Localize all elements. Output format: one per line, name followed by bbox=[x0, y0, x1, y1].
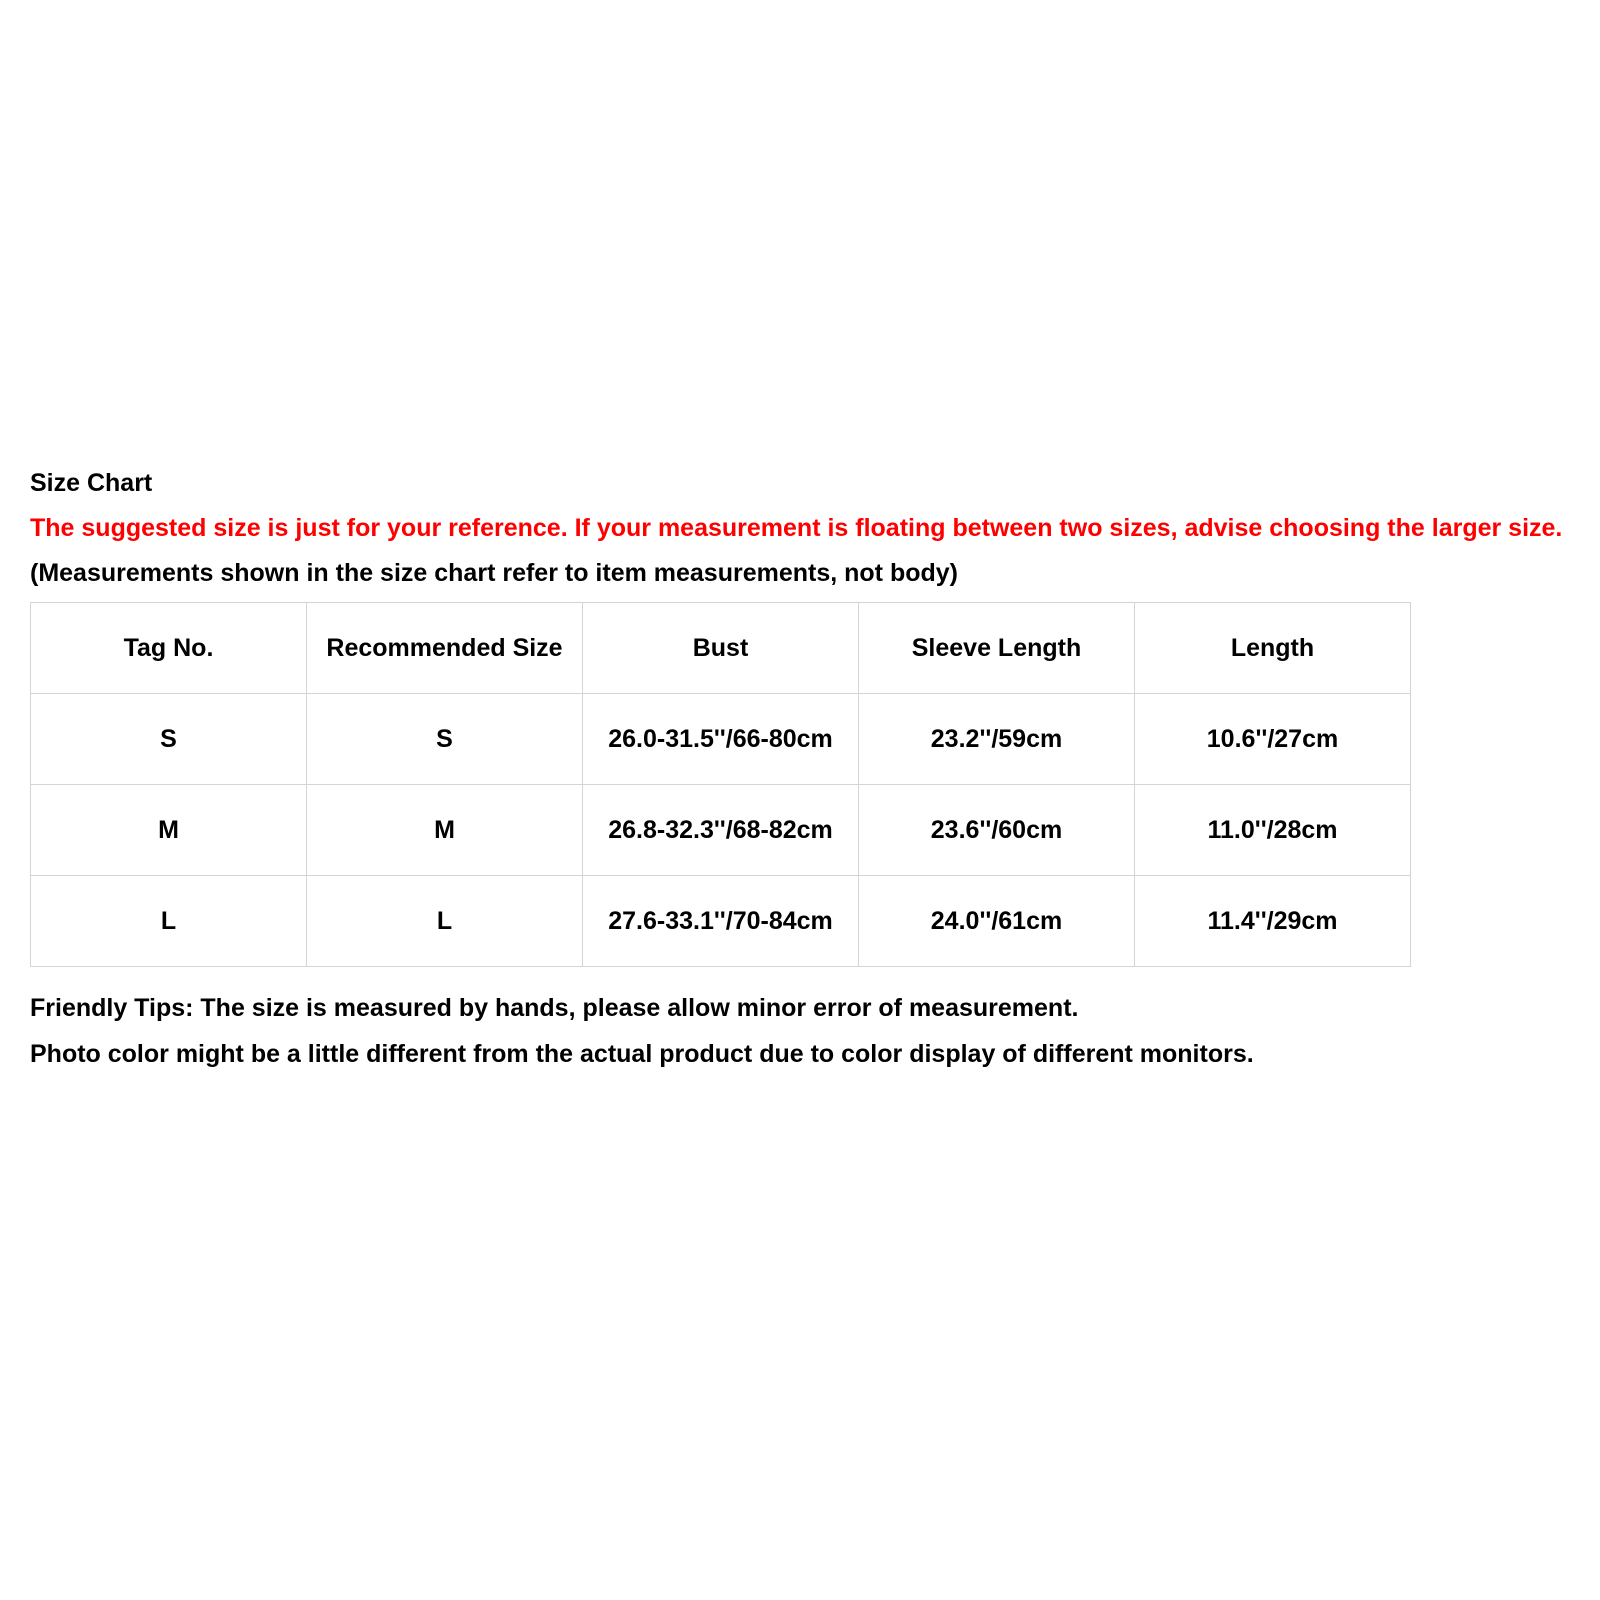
cell-recommended-size: M bbox=[307, 785, 583, 876]
header-bust: Bust bbox=[583, 603, 859, 694]
cell-recommended-size: S bbox=[307, 694, 583, 785]
header-sleeve-length: Sleeve Length bbox=[859, 603, 1135, 694]
color-disclaimer: Photo color might be a little different from the actual product due to color display of different monitors. bbox=[30, 1040, 1254, 1068]
cell-bust: 27.6-33.1''/70-84cm bbox=[583, 876, 859, 967]
cell-sleeve-length: 23.2''/59cm bbox=[859, 694, 1135, 785]
cell-sleeve-length: 24.0''/61cm bbox=[859, 876, 1135, 967]
table-row bbox=[31, 876, 1411, 967]
header-tag-no: Tag No. bbox=[31, 603, 307, 694]
cell-length: 10.6''/27cm bbox=[1135, 694, 1411, 785]
cell-recommended-size: L bbox=[307, 876, 583, 967]
cell-tag-no: M bbox=[31, 785, 307, 876]
header-length: Length bbox=[1135, 603, 1411, 694]
cell-tag-no: L bbox=[31, 876, 307, 967]
page-title: Size Chart bbox=[30, 469, 153, 497]
size-chart-document bbox=[30, 468, 1590, 1069]
size-table bbox=[30, 602, 1411, 967]
friendly-tips: Friendly Tips: The size is measured by hands, please allow minor error of measurement. bbox=[30, 994, 1079, 1022]
cell-sleeve-length: 23.6''/60cm bbox=[859, 785, 1135, 876]
cell-length: 11.4''/29cm bbox=[1135, 876, 1411, 967]
cell-bust: 26.8-32.3''/68-82cm bbox=[583, 785, 859, 876]
cell-length: 11.0''/28cm bbox=[1135, 785, 1411, 876]
table-row bbox=[31, 785, 1411, 876]
cell-tag-no: S bbox=[31, 694, 307, 785]
header-recommended-size: Recommended Size bbox=[307, 603, 583, 694]
measurement-note: (Measurements shown in the size chart refer to item measurements, not body) bbox=[30, 559, 958, 587]
cell-bust: 26.0-31.5''/66-80cm bbox=[583, 694, 859, 785]
table-row bbox=[31, 694, 1411, 785]
size-warning: The suggested size is just for your reference. If your measurement is floating between two sizes, advise choosing the larger size. bbox=[30, 514, 1563, 542]
table-header-row bbox=[31, 603, 1411, 694]
